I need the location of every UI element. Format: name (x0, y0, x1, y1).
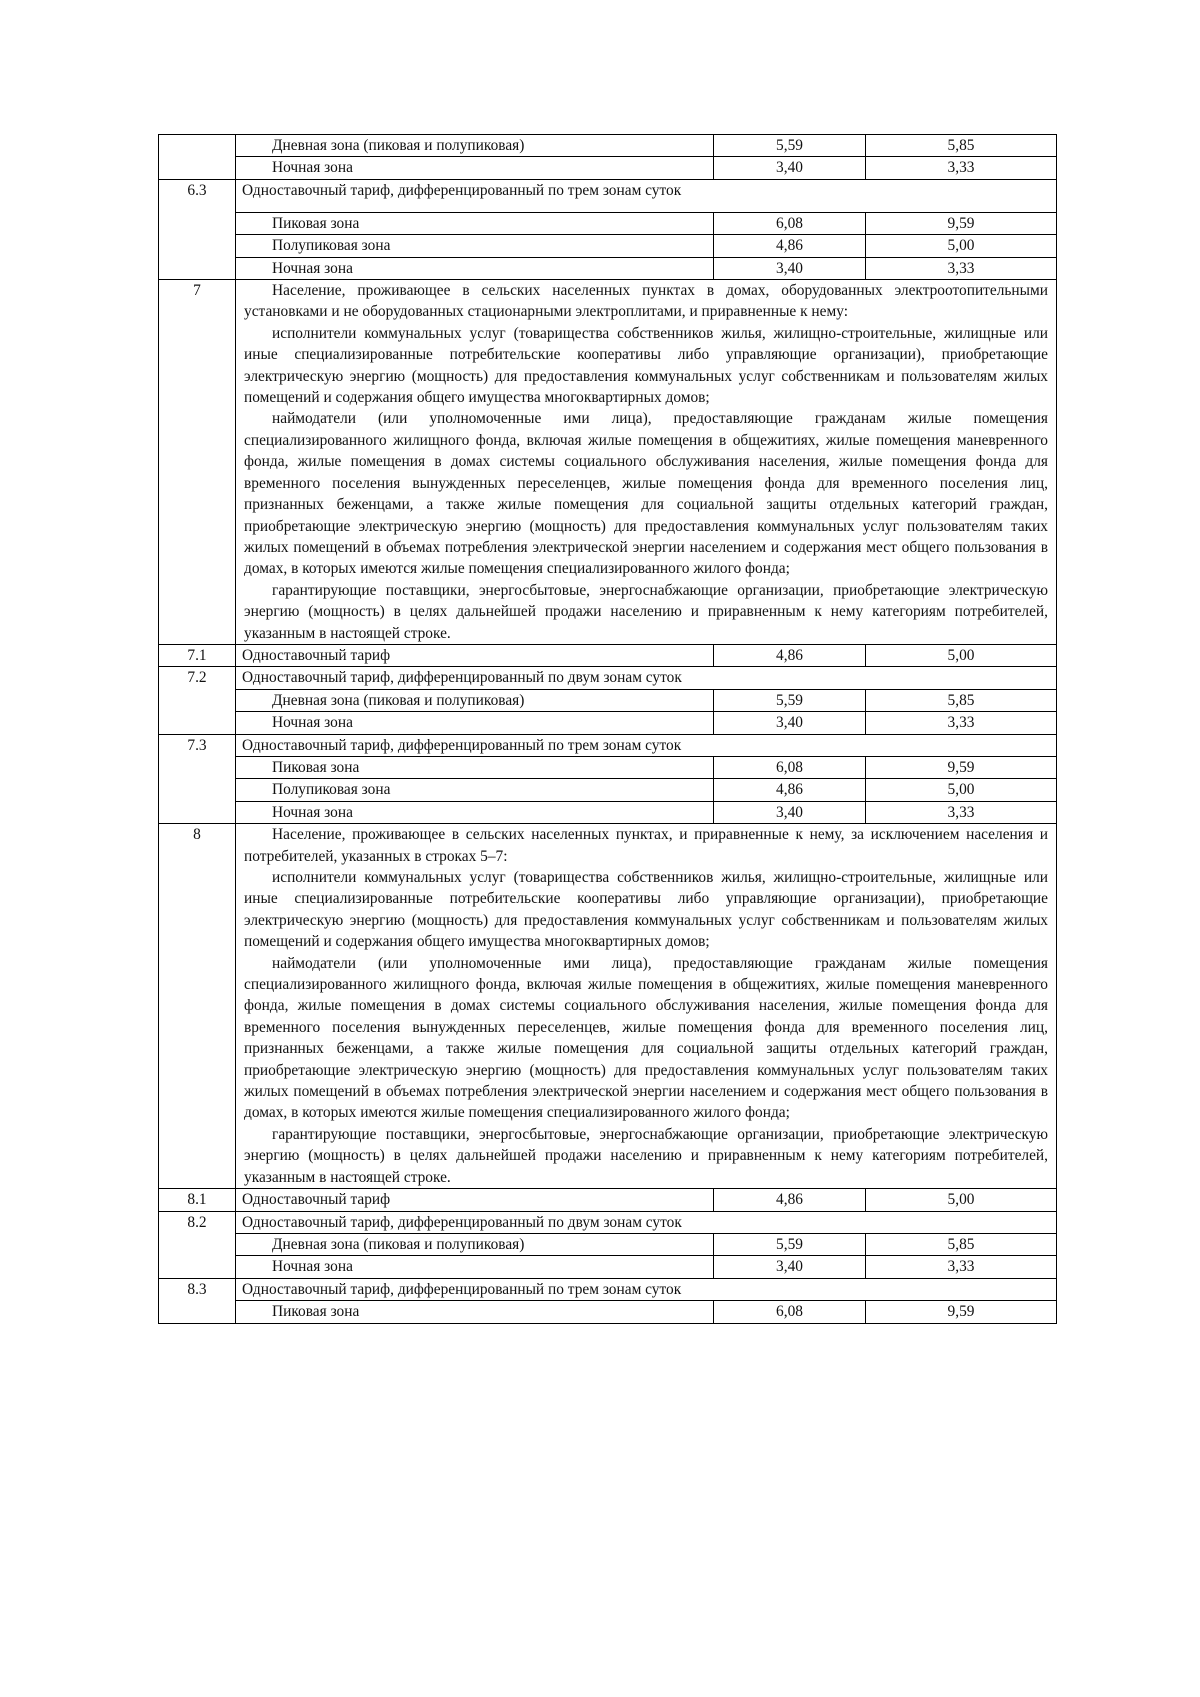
tariff-value-1: 5,59 (714, 689, 866, 711)
zone-label: Ночная зона (236, 712, 714, 734)
zone-label: Ночная зона (236, 257, 714, 279)
tariff-value-1: 3,40 (714, 257, 866, 279)
table-row (159, 801, 1057, 823)
tariff-table (158, 134, 1057, 1324)
row-number: 6.3 (159, 179, 236, 279)
table-row (159, 1233, 1057, 1255)
tariff-value-2: 3,33 (866, 801, 1057, 823)
section-header-row (159, 734, 1057, 756)
table-row (159, 712, 1057, 734)
description-paragraph: гарантирующие поставщики, энергосбытовые, энергоснабжающие организации, приобретающие электрическую энергию (мощность) в целях дальнейшей продажи населению и приравненным к нему категориям потребителей, указанным в настоящей строке. (244, 581, 1048, 642)
tariff-value-2: 5,00 (866, 779, 1057, 801)
section-header-row (159, 179, 1057, 212)
tariff-document-page (158, 134, 1056, 1324)
section-description (236, 824, 1057, 1189)
section-description-row (159, 280, 1057, 645)
tariff-value-1: 6,08 (714, 1301, 866, 1323)
section-description (236, 280, 1057, 645)
zone-label: Пиковая зона (236, 1301, 714, 1323)
row-number: 8.3 (159, 1278, 236, 1323)
description-paragraph: наймодатели (или уполномоченные ими лица), предоставляющие гражданам жилые помещения специализированного жилищного фонда, включая жилые помещения в общежитиях, жилые помещения маневренного фонда, жилые помещения в домах системы социального обслуживания населения, жилые помещения фонда для временного поселения вынужденных переселенцев, жилые помещения фонда для временного поселения лиц, признанных беженцами, а также жилые помещения для социальной защиты отдельных категорий граждан, приобретающие электрическую энергию (мощность) для предоставления коммунальных услуг пользователям таких жилых помещений в объемах потребления электрической энергии населением и содержания мест общего пользования в домах, в которых имеются жилые помещения специализированного жилого фонда; (244, 954, 1048, 1122)
section-description-row (159, 824, 1057, 1189)
table-row (159, 157, 1057, 179)
section-header-row (159, 1278, 1057, 1300)
table-row (159, 689, 1057, 711)
row-number-cell (159, 135, 236, 180)
description-paragraph: гарантирующие поставщики, энергосбытовые, энергоснабжающие организации, приобретающие электрическую энергию (мощность) в целях дальнейшей продажи населению и приравненным к нему категориям потребителей, указанным в настоящей строке. (244, 1125, 1048, 1186)
tariff-value-2: 3,33 (866, 157, 1057, 179)
tariff-value-2: 3,33 (866, 257, 1057, 279)
row-number: 7 (159, 280, 236, 645)
zone-label: Дневная зона (пиковая и полупиковая) (236, 689, 714, 711)
table-row (159, 1256, 1057, 1278)
section-header-row (159, 1211, 1057, 1233)
table-row (159, 1189, 1057, 1211)
section-header-row (159, 667, 1057, 689)
section-title: Одноставочный тариф, дифференцированный по двум зонам суток (236, 1211, 1057, 1233)
section-title: Одноставочный тариф, дифференцированный по двум зонам суток (236, 667, 1057, 689)
tariff-value-1: 5,59 (714, 1233, 866, 1255)
tariff-value-1: 4,86 (714, 235, 866, 257)
zone-label: Дневная зона (пиковая и полупиковая) (236, 135, 714, 157)
zone-label: Полупиковая зона (236, 235, 714, 257)
row-number: 8.2 (159, 1211, 236, 1278)
tariff-label: Одноставочный тариф (236, 644, 714, 666)
row-number: 7.3 (159, 734, 236, 824)
tariff-value-2: 3,33 (866, 712, 1057, 734)
tariff-value-1: 4,86 (714, 644, 866, 666)
row-number: 8 (159, 824, 236, 1189)
zone-label: Ночная зона (236, 801, 714, 823)
description-paragraph: наймодатели (или уполномоченные ими лица), предоставляющие гражданам жилые помещения специализированного жилищного фонда, включая жилые помещения в общежитиях, жилые помещения маневренного фонда, жилые помещения в домах системы социального обслуживания населения, жилые помещения фонда для временного поселения вынужденных переселенцев, жилые помещения фонда для временного поселения лиц, признанных беженцами, а также жилые помещения для социальной защиты отдельных категорий граждан, приобретающие электрическую энергию (мощность) для предоставления коммунальных услуг пользователям таких жилых помещений в объемах потребления электрической энергии населением и содержания мест общего пользования в домах, в которых имеются жилые помещения специализированного жилого фонда; (244, 410, 1048, 578)
tariff-value-1: 4,86 (714, 779, 866, 801)
table-row (159, 235, 1057, 257)
table-row (159, 135, 1057, 157)
section-title: Одноставочный тариф, дифференцированный по трем зонам суток (236, 179, 1057, 212)
tariff-value-2: 3,33 (866, 1256, 1057, 1278)
tariff-value-2: 5,85 (866, 1233, 1057, 1255)
zone-label: Ночная зона (236, 157, 714, 179)
description-paragraph: исполнители коммунальных услуг (товарищества собственников жилья, жилищно-строительные, жилищные или иные специализированные потребительские кооперативы либо управляющие организации), приобретающие электрическую энергию (мощность) для предоставления коммунальных услуг собственникам и пользователям жилых помещений и содержания общего имущества многоквартирных домов; (244, 324, 1048, 407)
tariff-value-2: 5,85 (866, 135, 1057, 157)
section-title: Одноставочный тариф, дифференцированный по трем зонам суток (236, 1278, 1057, 1300)
description-paragraph: исполнители коммунальных услуг (товарищества собственников жилья, жилищно-строительные, жилищные или иные специализированные потребительские кооперативы либо управляющие организации), приобретающие электрическую энергию (мощность) для предоставления коммунальных услуг собственникам и пользователям жилых помещений и содержания общего имущества многоквартирных домов; (244, 869, 1048, 951)
table-row (159, 779, 1057, 801)
tariff-value-2: 5,00 (866, 1189, 1057, 1211)
table-row (159, 1301, 1057, 1323)
tariff-value-1: 4,86 (714, 1189, 866, 1211)
tariff-value-2: 5,85 (866, 689, 1057, 711)
description-paragraph: Население, проживающее в сельских населенных пунктах в домах, оборудованных электроотопительными установками и не оборудованных стационарными электроплитами, и приравненные к нему: (244, 282, 1048, 321)
tariff-label: Одноставочный тариф (236, 1189, 714, 1211)
tariff-value-2: 5,00 (866, 644, 1057, 666)
row-number: 7.1 (159, 644, 236, 666)
table-row (159, 257, 1057, 279)
tariff-value-2: 9,59 (866, 1301, 1057, 1323)
zone-label: Полупиковая зона (236, 779, 714, 801)
section-title: Одноставочный тариф, дифференцированный по трем зонам суток (236, 734, 1057, 756)
tariff-value-1: 3,40 (714, 712, 866, 734)
tariff-value-1: 5,59 (714, 135, 866, 157)
tariff-value-1: 6,08 (714, 212, 866, 234)
tariff-value-1: 3,40 (714, 1256, 866, 1278)
tariff-value-1: 6,08 (714, 756, 866, 778)
zone-label: Пиковая зона (236, 756, 714, 778)
zone-label: Пиковая зона (236, 212, 714, 234)
table-row (159, 644, 1057, 666)
tariff-value-1: 3,40 (714, 801, 866, 823)
table-row (159, 756, 1057, 778)
tariff-value-1: 3,40 (714, 157, 866, 179)
zone-label: Дневная зона (пиковая и полупиковая) (236, 1233, 714, 1255)
tariff-value-2: 9,59 (866, 756, 1057, 778)
tariff-value-2: 5,00 (866, 235, 1057, 257)
table-row (159, 212, 1057, 234)
description-paragraph: Население, проживающее в сельских населенных пунктах, и приравненные к нему, за исключением населения и потребителей, указанных в строках 5–7: (244, 826, 1048, 865)
row-number: 7.2 (159, 667, 236, 734)
row-number: 8.1 (159, 1189, 236, 1211)
tariff-value-2: 9,59 (866, 212, 1057, 234)
zone-label: Ночная зона (236, 1256, 714, 1278)
